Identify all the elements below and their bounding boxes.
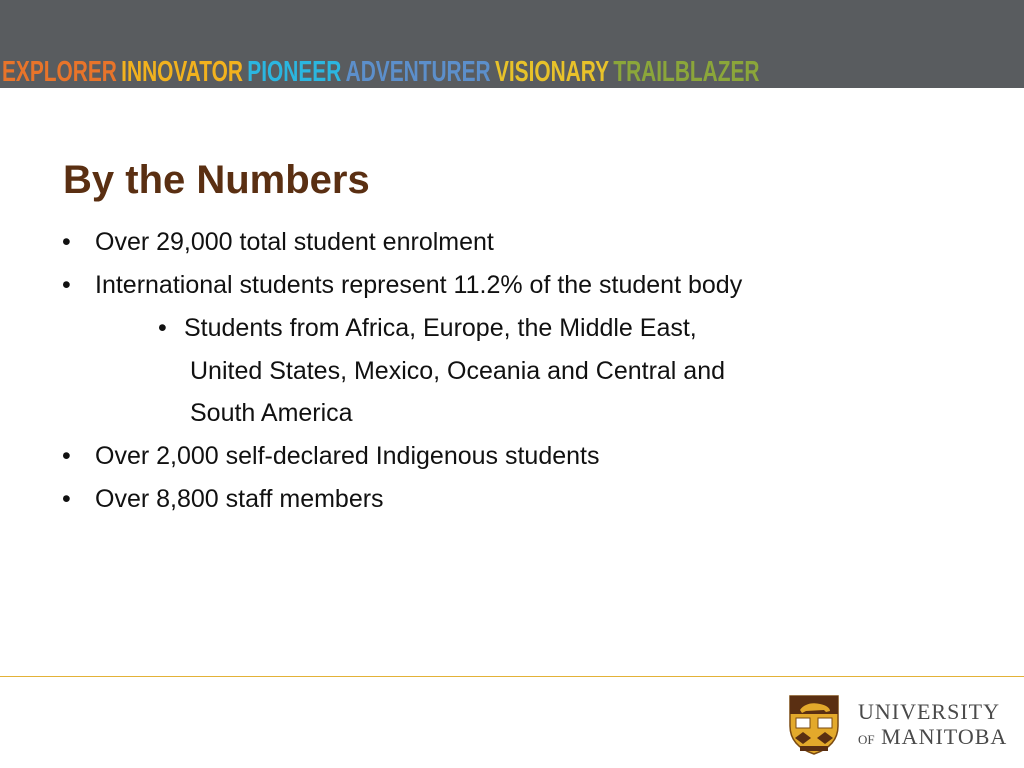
banner-word-pioneer: PIONEER	[247, 56, 342, 88]
sub-bullet-marker: •	[158, 314, 167, 342]
sub-bullet-regions-line2: United States, Mexico, Oceania and Central and	[190, 357, 726, 385]
bullet-marker: •	[62, 485, 71, 513]
footer-rule	[0, 676, 1024, 677]
banner-word-innovator: INNOVATOR	[121, 56, 243, 88]
banner-word-explorer: EXPLORER	[2, 56, 117, 88]
sub-bullet-regions-line1: Students from Africa, Europe, the Middle East,	[184, 314, 697, 342]
bullet-marker: •	[62, 271, 71, 299]
banner-word-adventurer: ADVENTURER	[345, 56, 491, 88]
bullet-marker: •	[62, 442, 71, 470]
slide-title: By the Numbers	[63, 158, 370, 202]
wordmark-of: OF	[858, 732, 875, 747]
header-banner	[0, 0, 1024, 88]
bullet-international: International students represent 11.2% of the student body	[95, 271, 743, 299]
university-crest-icon	[786, 692, 842, 756]
wordmark-university: UNIVERSITY	[858, 699, 1000, 724]
sub-bullet-regions-line3: South America	[190, 399, 353, 427]
bullet-staff: Over 8,800 staff members	[95, 485, 384, 513]
banner-tagline	[2, 56, 764, 88]
banner-word-visionary: VISIONARY	[494, 56, 610, 88]
wordmark-manitoba-row	[858, 724, 1007, 753]
university-wordmark	[858, 700, 1007, 753]
bullet-enrolment: Over 29,000 total student enrolment	[95, 228, 494, 256]
bullet-marker: •	[62, 228, 71, 256]
bullet-indigenous: Over 2,000 self-declared Indigenous students	[95, 442, 600, 470]
banner-word-trailblazer: TRAILBLAZER	[613, 56, 760, 88]
wordmark-manitoba: MANITOBA	[881, 724, 1008, 749]
